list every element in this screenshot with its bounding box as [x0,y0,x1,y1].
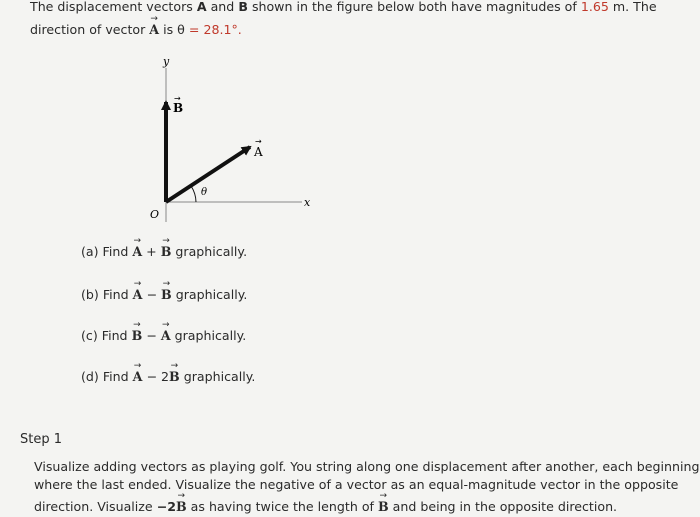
statement-text: direction of vector [30,22,146,37]
part-suffix: graphically. [174,328,247,343]
vector-b-symbol: → B [161,242,172,260]
vector-b-symbol: → B [378,497,389,515]
part-suffix: graphically. [183,369,256,384]
problem-statement-line-2 [30,20,242,38]
part-prefix: (b) Find [81,287,129,302]
vector-a-arrow [166,147,250,202]
operator: − [146,328,157,343]
coefficient: −2 [156,499,176,514]
angle-label: θ [201,187,208,198]
vector-a-symbol: → A [132,242,142,260]
vector-a-symbol: A [196,0,207,14]
vector-figure [130,50,330,230]
vector-b-symbol: → B [169,367,180,385]
statement-text: is [163,22,174,37]
part-d [81,367,255,385]
vector-b-symbol: B [238,0,248,14]
operator: − [146,287,158,302]
problem-statement-line-1 [30,0,657,15]
vector-b-symbol: → B [132,326,143,344]
vector-a-symbol: → A [161,326,171,344]
step-title: Step 1 [20,432,63,447]
angle-arc [191,186,196,202]
vector-a-arrow-glyph: → [255,137,262,146]
vector-a-symbol: → A [149,20,159,38]
part-suffix: graphically. [175,244,248,259]
vector-b-symbol: → B [161,285,172,303]
operator: + [146,244,157,259]
vector-a-label: A [254,145,263,159]
statement-text: and [210,0,235,14]
part-suffix: graphically. [175,287,248,302]
y-axis-label: y [163,55,170,68]
statement-text: m. The [612,0,657,14]
magnitude-value: 1.65 [580,0,609,14]
part-c [81,326,246,344]
vector-a-symbol: → A [133,367,143,385]
theta-symbol: θ [177,22,185,37]
step-text: and being in the opposite direction. [392,499,618,514]
part-b [81,285,247,303]
part-prefix: (c) Find [81,328,128,343]
statement-text: shown in the figure below both have magnitudes of [251,0,577,14]
vector-b-arrow-glyph: → [174,94,181,103]
x-axis-label: x [304,196,311,209]
vector-b-label: B [173,101,184,115]
vector-a-symbol: → A [133,285,143,303]
origin-label: O [150,208,160,221]
step-text: as having twice the length of [190,499,374,514]
vector-b-symbol: → B [176,497,187,515]
step-text-line-3 [34,497,617,515]
statement-text: The displacement vectors [30,0,193,14]
part-prefix: (d) Find [81,369,129,384]
step-text-line-1: Visualize adding vectors as playing golf. You string along one displacement after another, each beginning [34,459,700,474]
angle-value: = 28.1°. [188,22,242,37]
operator: − 2 [146,369,170,384]
part-prefix: (a) Find [81,244,129,259]
step-text-line-2: where the last ended. Visualize the negative of a vector as an equal-magnitude vector in the opposite [34,477,679,492]
part-a [81,242,247,260]
step-text: direction. Visualize [34,499,153,514]
